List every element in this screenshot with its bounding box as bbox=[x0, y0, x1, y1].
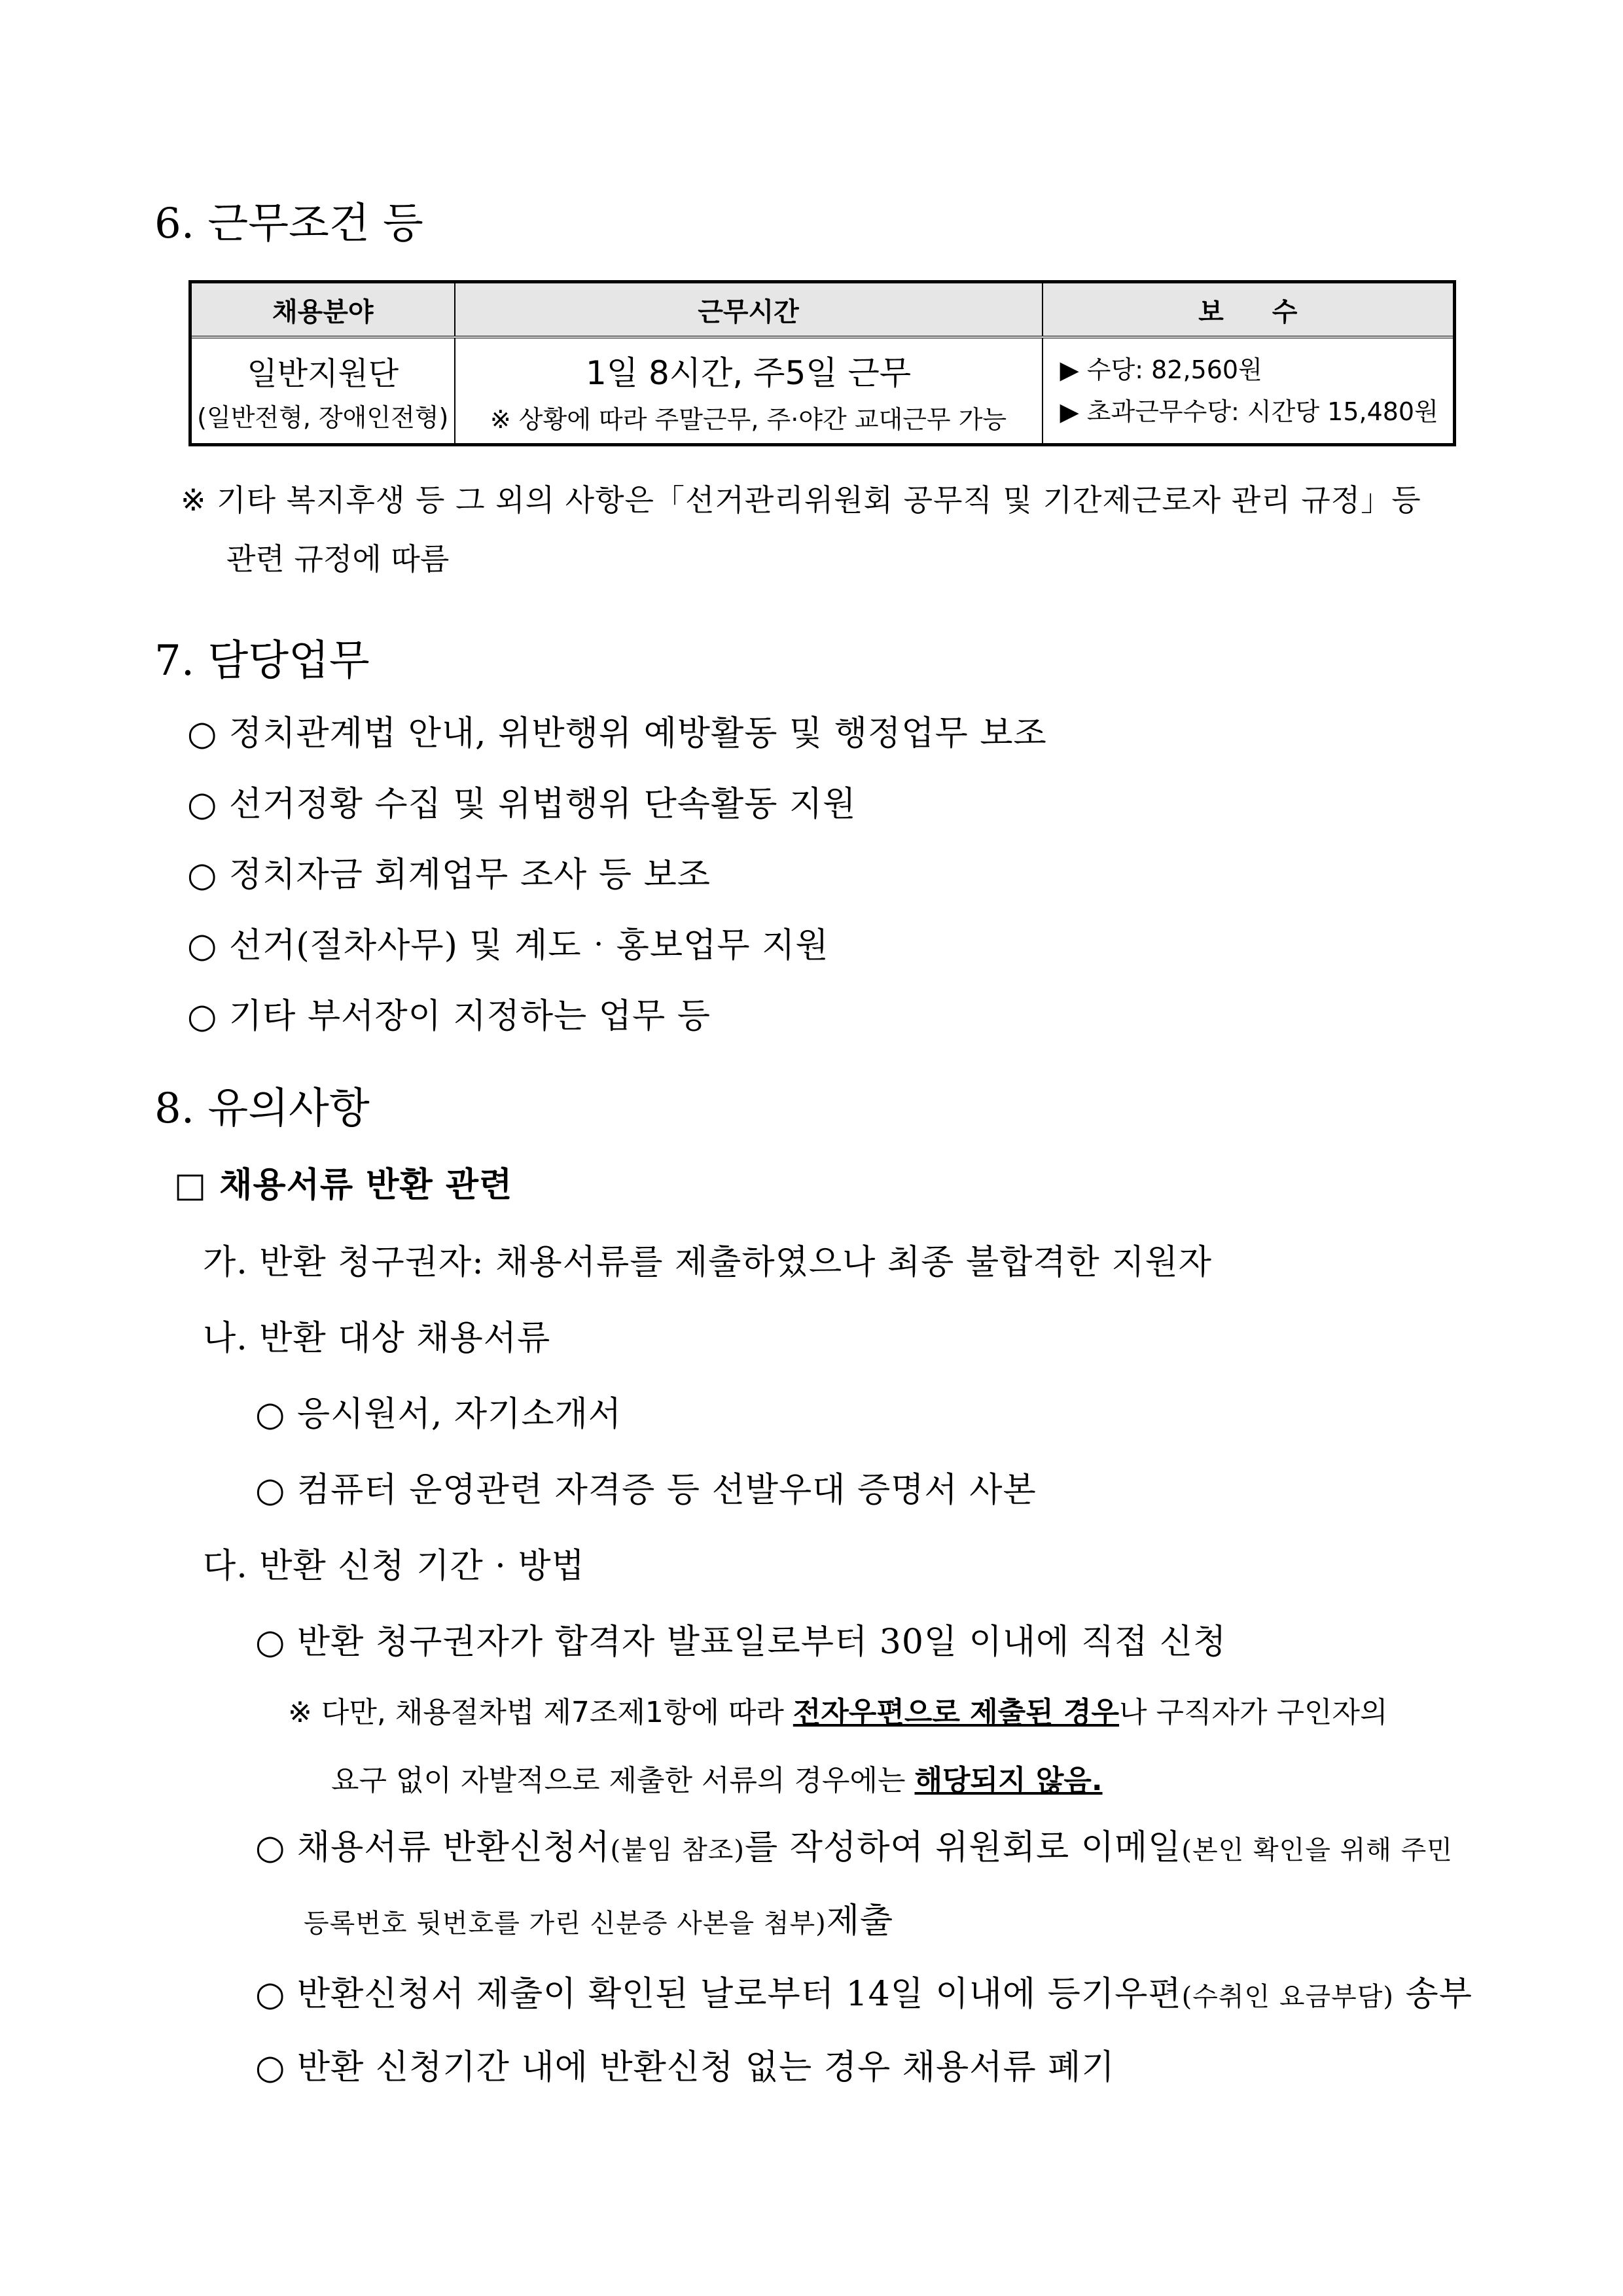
duty-item-1: ○ 정치관계법 안내, 위반행위 예방활동 및 행정업무 보조 bbox=[187, 714, 1047, 753]
da-item-2-line2-b: 제출 bbox=[826, 1901, 894, 1941]
header-hours: 근무시간 bbox=[455, 282, 1043, 338]
field-main: 일반지원단 bbox=[247, 355, 399, 392]
duty-item-2: ○ 선거정황 수집 및 위법행위 단속활동 지원 bbox=[187, 785, 857, 824]
work-conditions-table bbox=[188, 280, 1456, 446]
da-item-3 bbox=[255, 1966, 1472, 2015]
table-row bbox=[190, 337, 1455, 445]
return-subtitle: □ 채용서류 반환 관련 bbox=[174, 1165, 513, 1205]
da-item-2-line2 bbox=[304, 1893, 893, 1942]
da-item-3-a: ○ 반환신청서 제출이 확인된 날로부터 14일 이내에 등기우편 bbox=[255, 1975, 1182, 2014]
header-pay: 보 수 bbox=[1043, 282, 1455, 338]
welfare-note-line1: ※ 기타 복지후생 등 그 외의 사항은「선거관리위원회 공무직 및 기간제근로자 관리 규정」등 bbox=[181, 482, 1421, 518]
pay-allowance: ▶ 수당: 82,560원 bbox=[1060, 355, 1262, 384]
table-header-row bbox=[190, 282, 1455, 338]
section-7-title: 7. 담당업무 bbox=[154, 637, 370, 685]
da-item-2-d: (본인 확인을 위해 주민 bbox=[1181, 1835, 1453, 1865]
duty-item-4: ○ 선거(절차사무) 및 계도‧홍보업무 지원 bbox=[187, 926, 829, 965]
da-item-3-b: (수취인 요금부담) bbox=[1181, 1982, 1394, 2012]
header-field: 채용분야 bbox=[190, 282, 455, 338]
note-a: ※ 다만, 채용절차법 제7조제1항에 따라 bbox=[288, 1696, 793, 1729]
duty-item-3: ○ 정치자금 회계업무 조사 등 보조 bbox=[187, 855, 711, 895]
item-na: 나. 반환 대상 채용서류 bbox=[203, 1319, 551, 1358]
exception-note-line2 bbox=[331, 1757, 1103, 1799]
hours-main: 1일 8시간, 주5일 근무 bbox=[585, 353, 912, 392]
da-item-2-line1 bbox=[255, 1820, 1453, 1869]
da-item-4: ○ 반환 신청기간 내에 반환신청 없는 경우 채용서류 폐기 bbox=[255, 2048, 1115, 2087]
item-ga: 가. 반환 청구권자: 채용서류를 제출하였으나 최종 불합격한 지원자 bbox=[203, 1243, 1213, 1282]
note-highlight-not-applicable: 해당되지 않음. bbox=[914, 1764, 1103, 1797]
welfare-note-line2: 관련 규정에 따름 bbox=[226, 541, 450, 577]
field-sub: (일반전형, 장애인전형) bbox=[197, 403, 449, 432]
note2-a: 요구 없이 자발적으로 제출한 서류의 경우에는 bbox=[331, 1764, 915, 1797]
section-8-title: 8. 유의사항 bbox=[154, 1085, 370, 1133]
da-item-2-c: 를 작성하여 위원회로 이메일 bbox=[745, 1828, 1182, 1867]
da-item-2-a: ○ 채용서류 반환신청서 bbox=[255, 1828, 611, 1867]
item-da: 다. 반환 신청 기간 · 방법 bbox=[203, 1547, 585, 1586]
da-item-1: ○ 반환 청구권자가 합격자 발표일로부터 30일 이내에 직접 신청 bbox=[255, 1623, 1227, 1662]
section-6-title: 6. 근무조건 등 bbox=[154, 200, 423, 248]
note-c: 나 구직자가 구인자의 bbox=[1119, 1696, 1388, 1729]
duty-item-5: ○ 기타 부서장이 지정하는 업무 등 bbox=[187, 997, 711, 1036]
exception-note-line1 bbox=[288, 1689, 1388, 1731]
da-item-2-line2-a: 등록번호 뒷번호를 가린 신분증 사본을 첨부) bbox=[304, 1909, 827, 1939]
da-item-3-c: 송부 bbox=[1394, 1975, 1472, 2014]
pay-overtime: ▶ 초과근무수당: 시간당 15,480원 bbox=[1060, 397, 1438, 426]
note-highlight-email: 전자우편으로 제출된 경우 bbox=[793, 1696, 1120, 1729]
na-item-2: ○ 컴퓨터 운영관련 자격증 등 선발우대 증명서 사본 bbox=[255, 1471, 1037, 1510]
na-item-1: ○ 응시원서, 자기소개서 bbox=[255, 1395, 622, 1434]
hours-sub: ※ 상황에 따라 주말근무, 주·야간 교대근무 가능 bbox=[490, 404, 1007, 434]
da-item-2-b: (붙임 참조) bbox=[610, 1835, 745, 1865]
cell-field bbox=[190, 337, 455, 445]
cell-hours bbox=[455, 337, 1043, 445]
cell-pay bbox=[1043, 337, 1455, 445]
